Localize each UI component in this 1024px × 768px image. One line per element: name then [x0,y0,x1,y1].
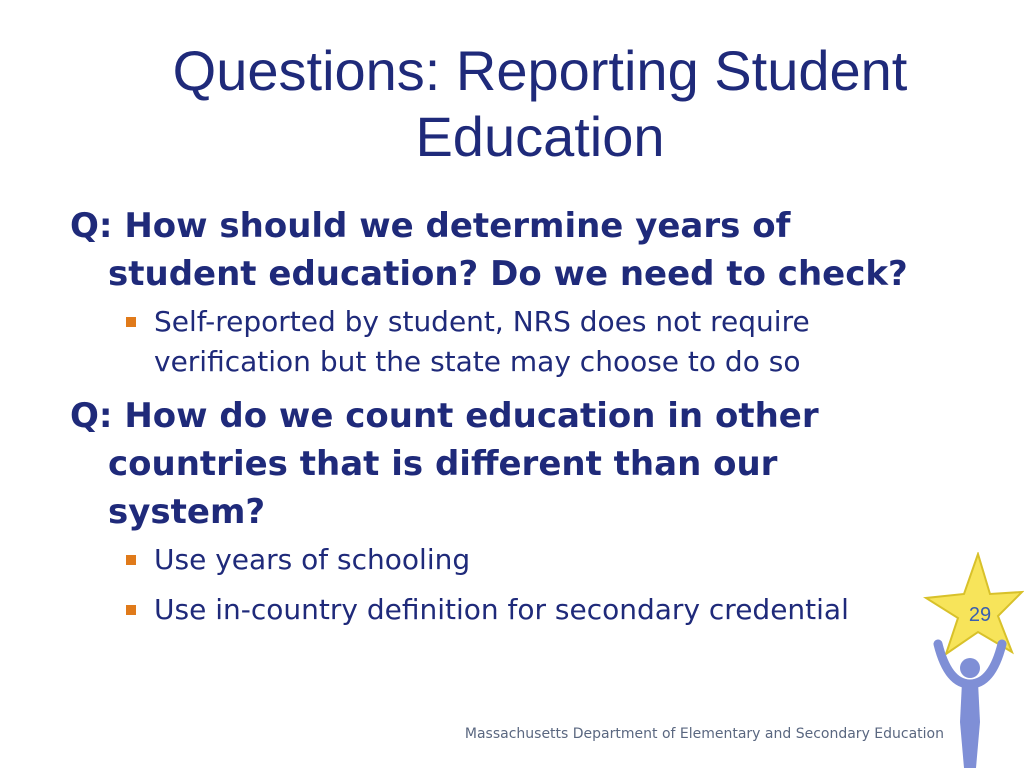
answer-list-1 [124,302,910,382]
answer-item [124,590,910,630]
slide-content [70,202,910,640]
answer-text: Use in-country definition for secondary credential [154,593,849,626]
question-1: Q: How should we determine years of student education? Do we need to check? [70,206,908,294]
page-number: 29 [968,604,992,626]
answer-text: Use years of schooling [154,543,471,576]
answer-item [124,540,910,580]
figure-body [960,682,980,768]
answer-text: Self-reported by student, NRS does not require verification but the state may choose to do so [154,305,810,378]
square-bullet-icon [126,317,136,327]
square-bullet-icon [126,605,136,615]
question-2: Q: How do we count education in other countries that is different than our system? [70,396,819,532]
square-bullet-icon [126,555,136,565]
slide-title: Questions: Reporting Student Education [172,39,908,168]
figure-head [960,658,980,678]
footer-text: Massachusetts Department of Elementary and Secondary Education [464,726,944,742]
answer-list-2 [124,540,910,630]
answer-item [124,302,910,382]
